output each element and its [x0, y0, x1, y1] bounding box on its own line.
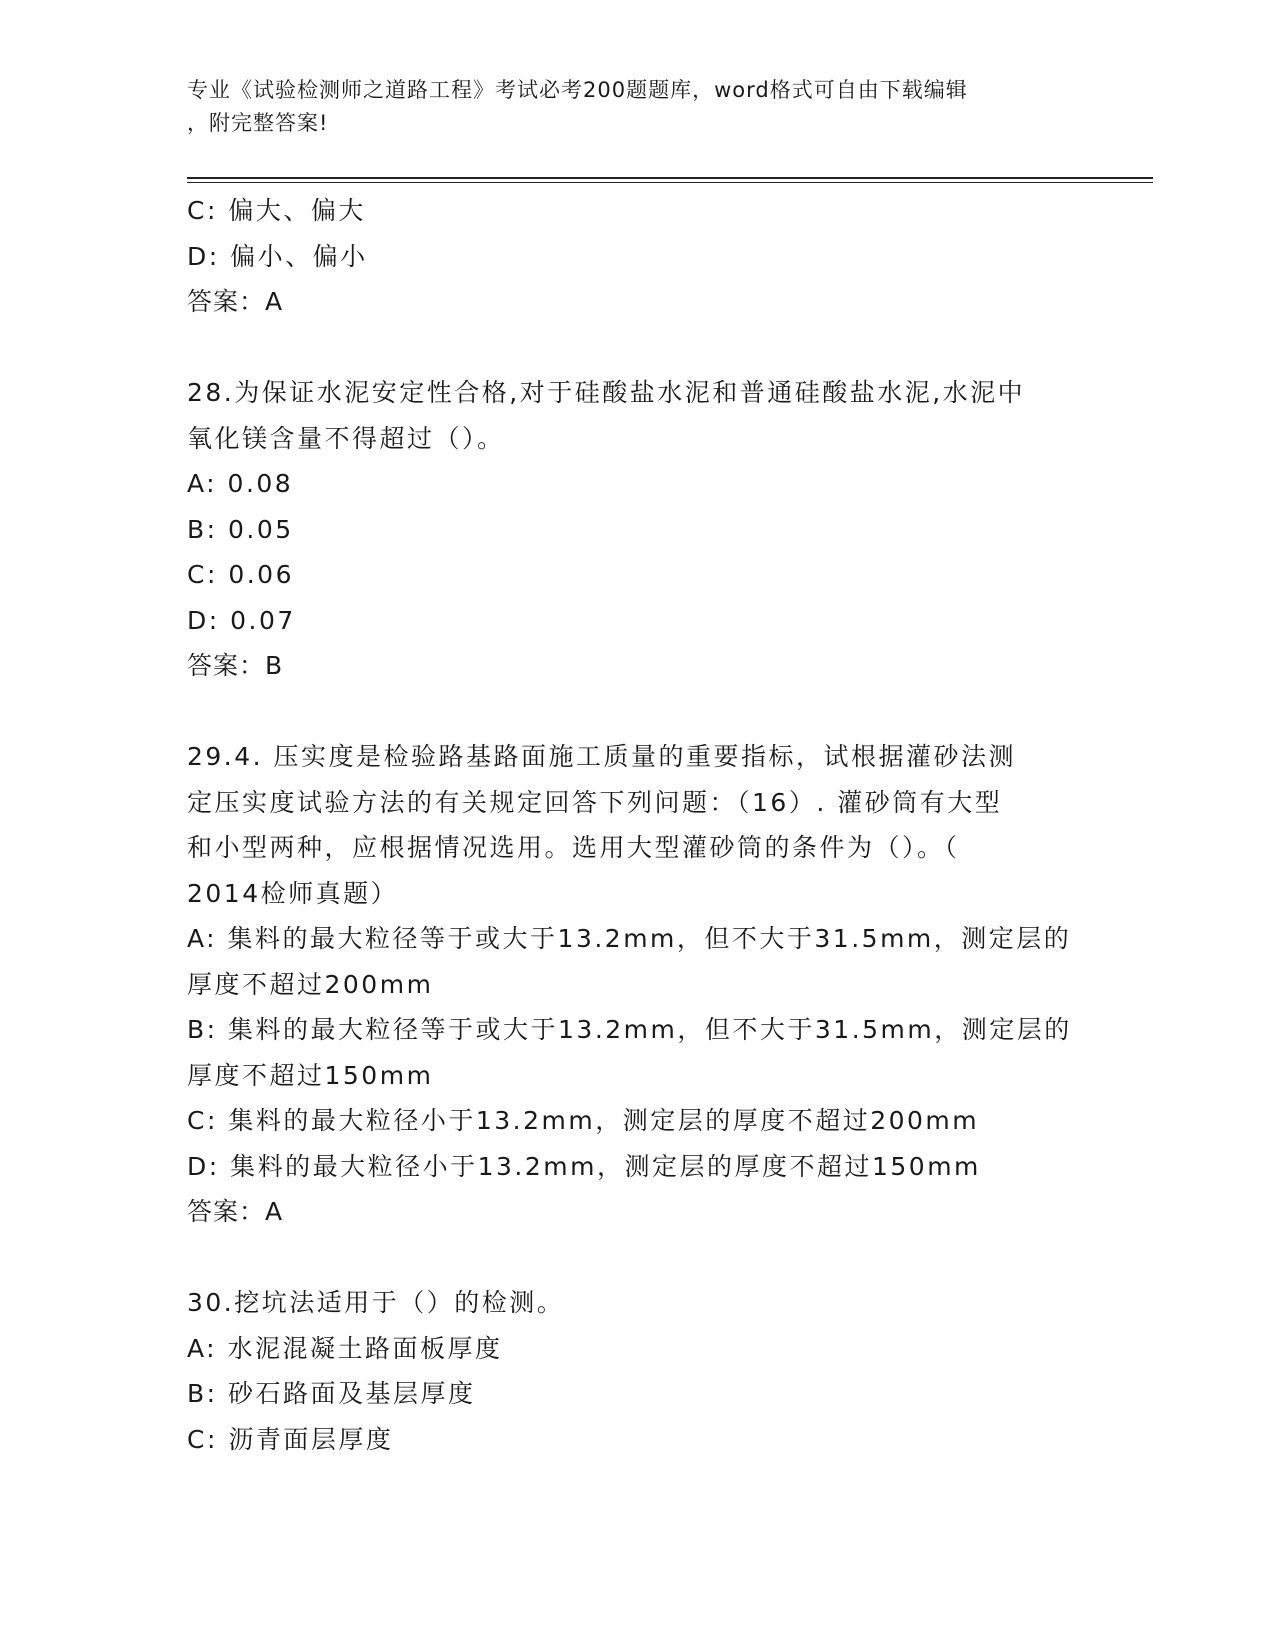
option-b: B: 集料的最大粒径等于或大于13.2mm，但不大于31.5mm，测定层的 [187, 1015, 1072, 1044]
option-d: D: 0.07 [187, 605, 296, 635]
question-stem-line: 2014检师真题） [187, 878, 399, 908]
answer-line: 答案：B [187, 651, 284, 680]
option-a: A: 集料的最大粒径等于或大于13.2mm，但不大于31.5mm，测定层的 [187, 924, 1072, 953]
option-c: C: 沥青面层厚度 [187, 1424, 394, 1454]
option-b-continued: 厚度不超过150mm [187, 1060, 434, 1090]
question-stem-line: 29.4. 压实度是检验路基路面施工质量的重要指标，试根据灌砂法测 [187, 742, 1017, 771]
option-c: C: 集料的最大粒径小于13.2mm，测定层的厚度不超过200mm [187, 1106, 980, 1135]
spacer [187, 325, 1087, 371]
option-c: C: 偏大、偏大 [187, 196, 366, 225]
header-rule-thick [187, 177, 1153, 179]
option-c: C: 0.06 [187, 560, 294, 589]
option-a: A: 0.08 [187, 469, 294, 498]
question-stem-line: 28.为保证水泥安定性合格,对于硅酸盐水泥和普通硅酸盐水泥,水泥中 [187, 378, 1026, 407]
question-30 [187, 1280, 1087, 1462]
spacer [187, 689, 1087, 735]
answer-line: 答案：A [187, 287, 284, 316]
question-28 [187, 370, 1087, 689]
question-stem-line: 氧化镁含量不得超过（）。 [187, 423, 505, 453]
question-stem-line: 和小型两种，应根据情况选用。选用大型灌砂筒的条件为（）。（ [187, 833, 960, 862]
question-stem-line: 30.挖坑法适用于（）的检测。 [187, 1288, 565, 1317]
question-stem-line: 定压实度试验方法的有关规定回答下列问题：（16）. 灌砂筒有大型 [187, 787, 1003, 817]
answer-line: 答案：A [187, 1197, 284, 1226]
option-a-continued: 厚度不超过200mm [187, 969, 434, 999]
page-header [187, 74, 1087, 140]
option-d: D: 集料的最大粒径小于13.2mm，测定层的厚度不超过150mm [187, 1151, 981, 1181]
option-b: B: 砂石路面及基层厚度 [187, 1379, 476, 1408]
header-line-2: ，附完整答案! [187, 111, 329, 135]
spacer [187, 1235, 1087, 1281]
option-b: B: 0.05 [187, 514, 294, 544]
header-rule-thin [187, 182, 1153, 183]
document-body [187, 188, 1087, 1462]
question-29 [187, 734, 1087, 1235]
header-line-1: 专业《试验检测师之道路工程》考试必考200题题库，word格式可自由下载编辑 [187, 78, 968, 102]
option-d: D: 偏小、偏小 [187, 241, 368, 271]
option-a: A: 水泥混凝土路面板厚度 [187, 1333, 503, 1363]
question-27-tail [187, 188, 1087, 325]
